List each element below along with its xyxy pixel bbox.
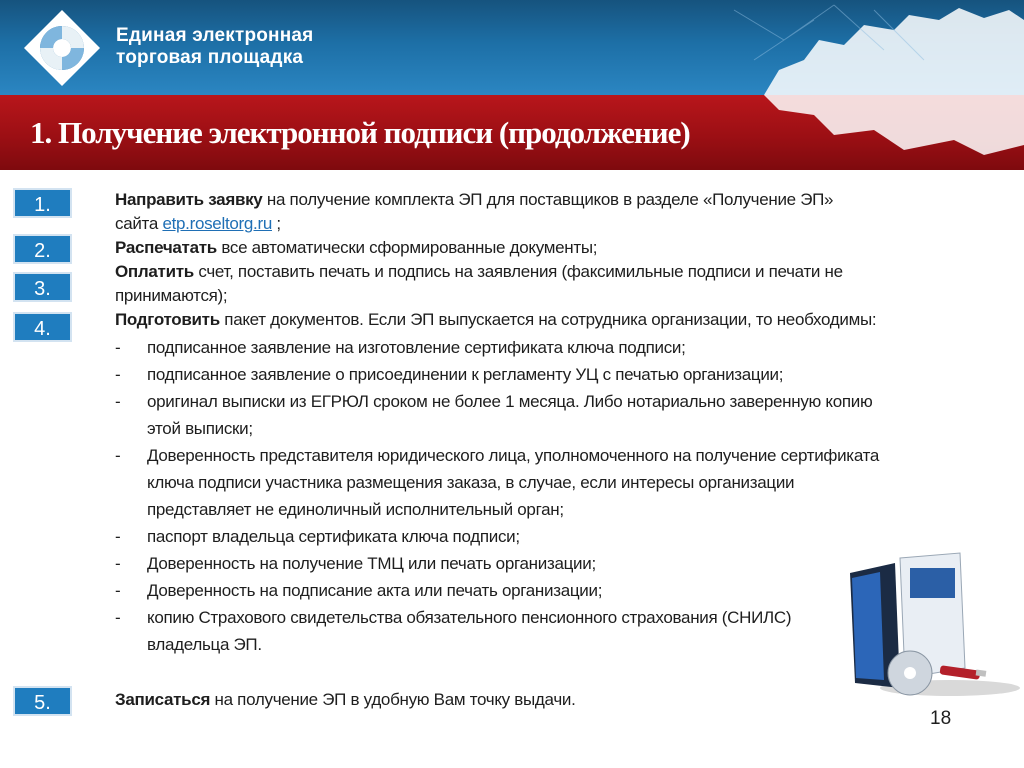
step-3-bold: Оплатить [115, 262, 194, 281]
list-item-text: паспорт владельца сертификата ключа подписи; [147, 527, 520, 546]
list-item [115, 334, 880, 361]
bullet-dash: - [115, 392, 121, 411]
list-item [115, 442, 880, 523]
step-1-text-after-link: ; [271, 214, 281, 233]
step-2-body: все автоматически сформированные документы; [216, 238, 598, 257]
step-badge-1: 1. [13, 188, 72, 218]
list-item [115, 361, 880, 388]
step-3-text [115, 260, 880, 308]
list-item-text: оригинал выписки из ЕГРЮЛ сроком не более 1 месяца. Либо нотариально заверенную копию этой выписки; [147, 392, 873, 438]
step-badge-2: 2. [13, 234, 72, 264]
step-4-text [115, 308, 880, 332]
step-1-text-before-link: на получение комплекта ЭП для поставщиков в разделе «Получение ЭП» сайта [115, 190, 834, 233]
etp-roseltorg-link[interactable]: etp.roseltorg.ru [162, 214, 272, 233]
list-item-text: подписанное заявление о присоединении к регламенту УЦ с печатью организации; [147, 365, 784, 384]
russia-map-graphic [724, 0, 1024, 95]
bullet-dash: - [115, 554, 121, 573]
list-item [115, 604, 837, 658]
bullet-dash: - [115, 446, 121, 465]
step-2-bold: Распечатать [115, 238, 217, 257]
step-3-body: счет, поставить печать и подпись на заявления (факсимильные подписи и печати не принимаются); [115, 262, 843, 305]
brand-name [116, 25, 313, 69]
list-item-text: подписанное заявление на изготовление сертификата ключа подписи; [147, 338, 686, 357]
steps-content [115, 188, 880, 658]
step-4-body: пакет документов. Если ЭП выпускается на сотрудника организации, то необходимы: [219, 310, 877, 329]
bullet-dash: - [115, 365, 121, 384]
step-badge-5: 5. [13, 686, 72, 716]
step-5-bold: Записаться [115, 690, 211, 709]
step-5-body: на получение ЭП в удобную Вам точку выдачи. [210, 690, 576, 709]
header-band [0, 0, 1024, 95]
page-title: 1. Получение электронной подписи (продолжение) [30, 115, 690, 150]
step-2-text [115, 236, 880, 260]
step-4-bold: Подготовить [115, 310, 220, 329]
russia-map-graphic-lower [724, 95, 1024, 170]
document-list [115, 334, 880, 658]
roseltorg-logo-icon [22, 8, 102, 88]
list-item-text: Доверенность представителя юридического лица, уполномоченного на получение сертификата ключа подписи участника размещения заказа, в случае, если интересы организации представляет не единоличный исполнительный орган; [147, 446, 880, 519]
step-badge-4: 4. [13, 312, 72, 342]
bullet-dash: - [115, 581, 121, 600]
list-item [115, 577, 880, 604]
list-item [115, 523, 880, 550]
ep-kit-box-illustration [840, 548, 1020, 698]
list-item [115, 550, 880, 577]
brand-line-2: торговая площадка [116, 47, 304, 68]
bullet-dash: - [115, 527, 121, 546]
bullet-dash: - [115, 338, 121, 357]
title-bar [0, 95, 1024, 170]
brand-line-1: Единая электронная [116, 25, 314, 46]
page-number: 18 [930, 708, 952, 729]
list-item-text: Доверенность на подписание акта или печать организации; [147, 581, 603, 600]
step-badge-3: 3. [13, 272, 72, 302]
list-item-text: Доверенность на получение ТМЦ или печать организации; [147, 554, 596, 573]
step-5-text [115, 688, 576, 712]
bullet-dash: - [115, 608, 121, 627]
step-1-text [115, 188, 880, 236]
list-item-text: копию Страхового свидетельства обязательного пенсионного страхования (СНИЛС) владельца ЭП. [147, 608, 792, 654]
step-1-bold: Направить заявку [115, 190, 263, 209]
list-item [115, 388, 880, 442]
